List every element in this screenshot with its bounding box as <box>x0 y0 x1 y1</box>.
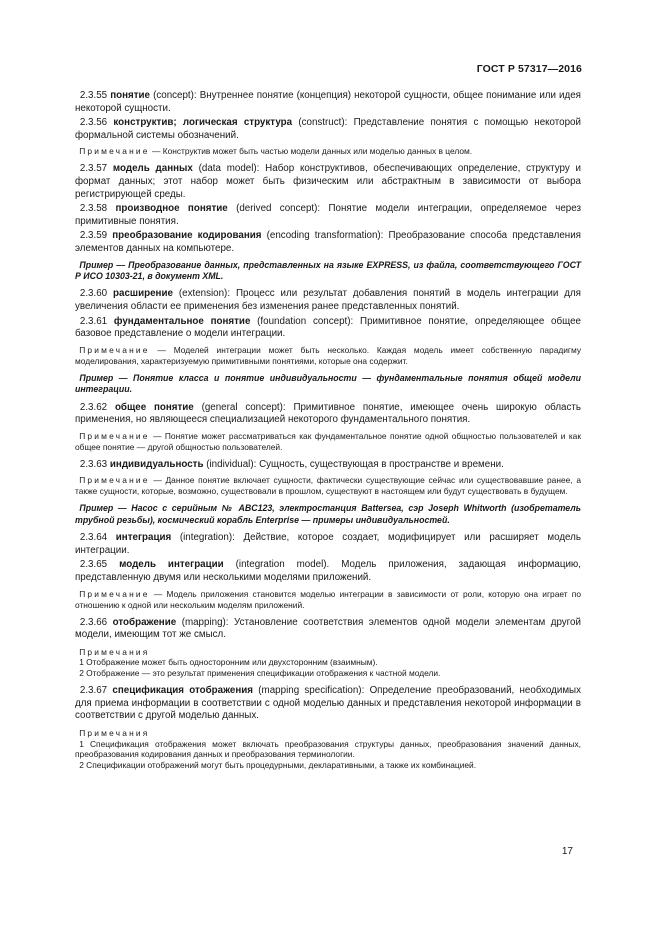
term-name: модель данных <box>112 163 193 175</box>
term-number: 2.3.57 <box>79 163 108 175</box>
term-english: (individual): <box>206 458 257 470</box>
term-number: 2.3.56 <box>79 117 108 129</box>
term-english: (integration model). <box>235 559 330 571</box>
term-number: 2.3.66 <box>79 616 108 628</box>
example-2-3-63: Пример — Насос с серийным № ABC123, электростанция Battersea, сэр Joseph Whitworth (изобретатель трубной резьбы), космический корабль Enterprise — примеры индивидуальностей. <box>75 503 581 525</box>
term-2-3-67 <box>75 685 581 723</box>
term-2-3-66 <box>75 617 581 642</box>
term-2-3-62 <box>75 402 581 427</box>
term-number: 2.3.61 <box>79 315 108 327</box>
note-label: Примечание <box>79 475 150 486</box>
term-name: расширение <box>113 288 173 300</box>
term-name: преобразование кодирования <box>112 230 262 242</box>
note-2-3-56 <box>75 146 581 157</box>
term-english: (mapping): <box>181 616 229 628</box>
term-english: (construct): <box>298 117 348 129</box>
note-text: — Моделей интеграции может быть несколько. Каждая модель имеет собственную парадигму моделирования, характеризуемую примитивными понятиями, которые она содержит. <box>75 344 582 366</box>
note-label: Примечание <box>79 430 150 441</box>
term-name: модель интеграции <box>119 559 224 571</box>
note-item: 1 Спецификация отображения может включать преобразования структуры данных, преобразования значений данных, преобразования кодирования данных и преобразования терминологии. <box>75 738 581 760</box>
term-definition: Набор конструктивов, обеспечивающих определение, структуру и формат данных; этот набор может быть физическим или абстрактным в зависимости от выбора регистрирующей среды. <box>75 163 581 200</box>
term-2-3-56 <box>75 117 581 142</box>
term-english: (mapping specification): <box>258 685 365 697</box>
term-2-3-59 <box>75 230 581 255</box>
note-text: — Данное понятие включает сущности, фактически существующие сейчас или существовавшие ранее, а также сущности, которые, возможно, существовали в прошлом, существуют в настоящем или будут существовать в будущем. <box>75 475 581 497</box>
term-definition: Определение преобразований, необходимых для приема информации в соответствии с одной моделью данных и представления некоторой информации в соответствии с другой моделью данных. <box>75 685 581 722</box>
term-number: 2.3.55 <box>79 90 108 101</box>
term-definition: Преобразование способа представления элементов данных на компьютере. <box>75 230 581 254</box>
page-number: 17 <box>561 846 573 857</box>
note-text: — Модель приложения становится моделью интеграции в зависимости от роли, которую она играет по отношению к одной или нескольким моделям приложений. <box>75 588 581 610</box>
term-2-3-63 <box>75 459 581 472</box>
note-label: Примечание <box>79 146 150 157</box>
term-number: 2.3.60 <box>79 288 108 300</box>
note-2-3-62 <box>75 431 581 453</box>
term-number: 2.3.58 <box>79 203 108 215</box>
term-definition: Понятие модели интеграции, определяемое через примитивные понятия. <box>75 203 581 227</box>
note-text: — Конструктив может быть частью модели данных или моделью данных в целом. <box>152 146 473 157</box>
term-english: (general concept): <box>201 401 286 413</box>
term-english: (integration): <box>179 532 235 544</box>
term-english: (encoding transformation): <box>266 230 384 242</box>
term-2-3-61 <box>75 316 581 341</box>
note-item: 2 Отображение — это результат применения спецификации отображения к частной модели. <box>79 668 441 679</box>
note-2-3-65 <box>75 589 581 611</box>
term-name: понятие <box>110 90 151 101</box>
term-english: (data model): <box>198 163 260 175</box>
note-text: — Понятие может рассматриваться как фундаментальное понятие одной общностью пользователей и как общее понятие — другой общностью пользователей. <box>75 430 581 452</box>
term-definition: Примитивное понятие, имеющее очень широкую область применения, но являющееся специализацией некоторого фундаментального понятия. <box>75 401 581 426</box>
example-2-3-61: Пример — Понятие класса и понятие индивидуальности — фундаментальные понятия общей модели интеграции. <box>75 372 581 395</box>
note-2-3-61 <box>75 345 581 367</box>
note-label: Примечание <box>79 344 150 355</box>
term-2-3-65 <box>75 559 581 584</box>
note-label: Примечание <box>79 588 150 599</box>
notes-label: Примечания <box>79 727 150 738</box>
term-number: 2.3.65 <box>79 559 108 571</box>
term-2-3-64 <box>75 532 581 557</box>
terms-content <box>75 90 581 777</box>
term-english: (derived concept): <box>236 203 321 215</box>
term-2-3-58 <box>75 203 581 228</box>
term-definition: Модель приложения, задающая информацию, представленную двумя или несколькими моделями приложений. <box>75 559 581 583</box>
term-name: интеграция <box>115 532 172 544</box>
notes-label: Примечания <box>79 646 150 657</box>
term-number: 2.3.59 <box>79 230 108 242</box>
term-definition: Представление понятия с помощью некоторой формальной системы обозначений. <box>75 117 581 141</box>
term-number: 2.3.64 <box>79 532 108 544</box>
term-name: отображение <box>112 616 177 628</box>
term-2-3-57 <box>75 163 581 201</box>
note-item: 1 Отображение может быть односторонним или двухсторонним (взаимным). <box>79 657 378 668</box>
term-english: (concept): <box>153 90 197 101</box>
term-number: 2.3.63 <box>79 458 108 470</box>
term-definition: Примитивное понятие, определяющее общее базовое представление о модели интеграции. <box>75 315 581 340</box>
note-item: 2 Спецификации отображений могут быть процедурными, декларативными, а также их комбинацией. <box>79 760 477 771</box>
note-2-3-63 <box>75 475 581 497</box>
example-2-3-59: Пример — Преобразование данных, представленных на языке EXPRESS, из файла, соответствующего ГОСТ Р ИСО 10303-21, в документ XML. <box>75 259 581 281</box>
term-definition: Процесс или результат добавления понятий в модель интеграции для увеличения области ее применения без изменения ранее представленных понятий. <box>75 288 581 312</box>
term-name: производное понятие <box>115 203 228 215</box>
term-definition: Действие, которое создает, модифицирует или расширяет модель интеграции. <box>75 532 581 556</box>
term-name: общее понятие <box>114 401 194 413</box>
term-definition: Установление соответствия элементов одной модели элементам другой модели, имеющим тот же смысл. <box>75 616 581 641</box>
document-id: ГОСТ Р 57317—2016 <box>476 63 582 75</box>
term-2-3-60 <box>75 288 581 313</box>
term-definition: Сущность, существующая в пространстве и времени. <box>259 458 504 470</box>
term-english: (foundation concept): <box>257 315 354 327</box>
term-number: 2.3.67 <box>79 685 108 697</box>
term-english: (extension): <box>178 288 231 300</box>
term-name: индивидуальность <box>109 458 204 470</box>
term-name: спецификация отображения <box>112 685 254 697</box>
term-name: фундаментальное понятие <box>113 315 251 327</box>
term-definition: Внутреннее понятие (концепция) некоторой сущности, общее понимание или идея некоторой сущности. <box>75 90 581 114</box>
term-2-3-55 <box>75 90 581 115</box>
notes-2-3-67 <box>75 728 581 771</box>
term-name: конструктив; логическая структура <box>113 117 293 129</box>
term-number: 2.3.62 <box>79 401 108 413</box>
notes-2-3-66 <box>75 647 581 679</box>
